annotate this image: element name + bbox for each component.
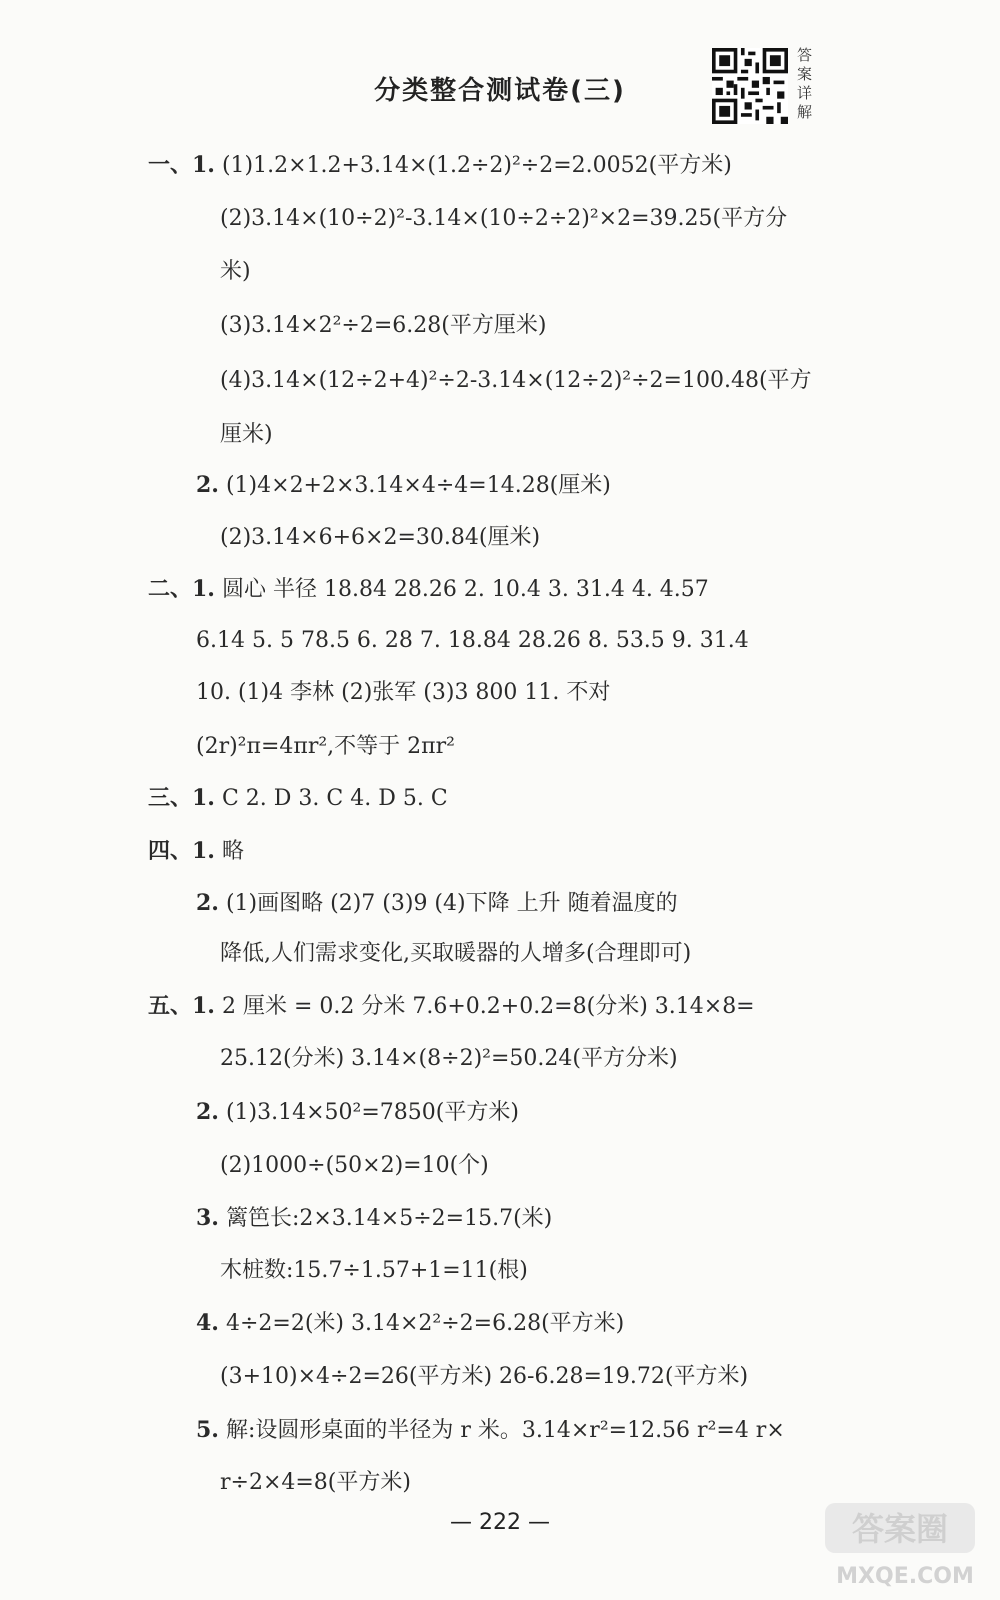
answer-line: 6.14 5. 5 78.5 6. 28 7. 18.84 28.26 8. 53.5 9. 31.4 [196, 628, 749, 653]
answer-line: 25.12(分米) 3.14×(8÷2)²=50.24(平方分米) [220, 1046, 678, 1071]
answer-line: 4. 4÷2=2(米) 3.14×2²÷2=6.28(平方米) [196, 1310, 625, 1336]
answer-line: 10. (1)4 李林 (2)张军 (3)3 800 11. 不对 [196, 680, 611, 705]
answer-line: 五、1. 2 厘米 = 0.2 分米 7.6+0.2+0.2=8(分米) 3.14×8= [148, 993, 755, 1019]
answer-line: 木桩数:15.7÷1.57+1=11(根) [220, 1258, 528, 1283]
answer-line: 3. 篱笆长:2×3.14×5÷2=15.7(米) [196, 1205, 553, 1231]
answer-line: 二、1. 圆心 半径 18.84 28.26 2. 10.4 3. 31.4 4. 4.57 [148, 576, 709, 602]
answer-line: (3+10)×4÷2=26(平方米) 26-6.28=19.72(平方米) [220, 1364, 749, 1389]
answer-line: (2)3.14×6+6×2=30.84(厘米) [220, 525, 541, 550]
answer-line: (4)3.14×(12÷2+4)²÷2-3.14×(12÷2)²÷2=100.48(平方 [220, 368, 812, 393]
answer-line: (3)3.14×2²÷2=6.28(平方厘米) [220, 313, 547, 338]
answer-line: (2)3.14×(10÷2)²-3.14×(10÷2÷2)²×2=39.25(平方分 [220, 206, 788, 231]
answer-line: 厘米) [220, 422, 273, 447]
answer-line: 三、1. C 2. D 3. C 4. D 5. C [148, 785, 448, 811]
answer-line: 米) [220, 259, 251, 284]
answer-line: 2. (1)画图略 (2)7 (3)9 (4)下降 上升 随着温度的 [196, 890, 678, 916]
svg-text:答案圈: 答案圈 [851, 1510, 949, 1548]
answer-line: 5. 解:设圆形桌面的半径为 r 米。3.14×r²=12.56 r²=4 r× [196, 1417, 785, 1443]
answer-line: 四、1. 略 [148, 838, 244, 864]
page-number: — 222 — [450, 1510, 550, 1535]
qr-answer-label: 答案详解 [797, 46, 813, 121]
page-title: 分类整合测试卷(三) [374, 76, 626, 106]
answer-line: (2)1000÷(50×2)=10(个) [220, 1153, 489, 1178]
answer-line: 一、1. (1)1.2×1.2+3.14×(1.2÷2)²÷2=2.0052(平方米) [148, 152, 732, 178]
answer-line: (2r)²π=4πr²,不等于 2πr² [196, 734, 455, 759]
answer-line: 2. (1)4×2+2×3.14×4÷4=14.28(厘米) [196, 472, 611, 498]
svg-text:MXQE.COM: MXQE.COM [836, 1564, 974, 1589]
answer-line: 降低,人们需求变化,买取暖器的人增多(合理即可) [220, 941, 692, 966]
watermark-logo [815, 1495, 995, 1595]
qr-code-icon[interactable] [712, 48, 788, 124]
answer-line: r÷2×4=8(平方米) [220, 1470, 411, 1495]
answer-line: 2. (1)3.14×50²=7850(平方米) [196, 1099, 519, 1125]
